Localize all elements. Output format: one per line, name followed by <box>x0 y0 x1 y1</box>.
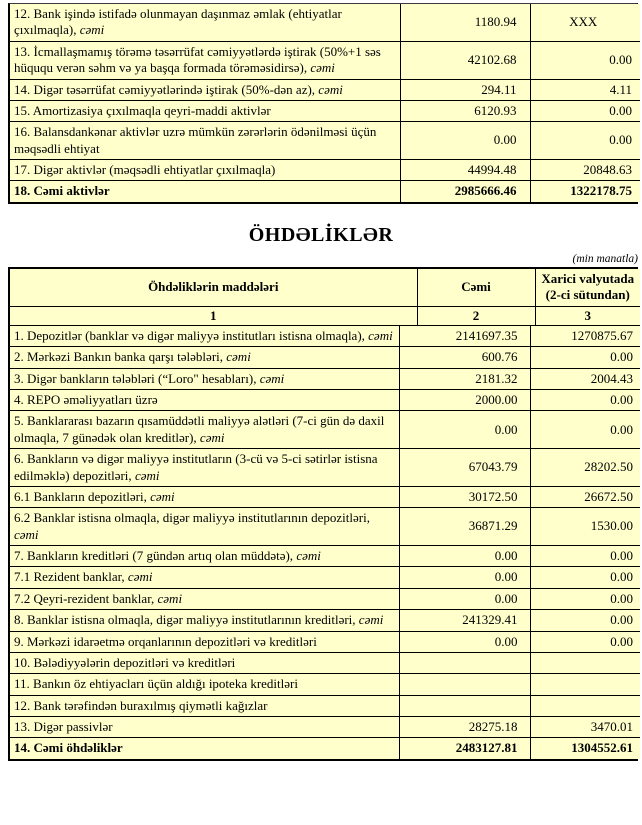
total-value-cell: 0.00 <box>399 411 530 449</box>
total-value-cell: 2181.32 <box>399 368 530 389</box>
column-index-3: 3 <box>535 306 640 325</box>
unit-note: (min manatla) <box>572 252 638 265</box>
total-value-cell: 0.00 <box>399 631 530 652</box>
column-index-1: 1 <box>10 306 417 325</box>
liabilities-header-table <box>10 269 640 326</box>
total-value-cell: 6120.93 <box>400 100 530 121</box>
foreign-currency-value-cell: 0.00 <box>530 567 640 588</box>
row-label-suffix-italic: cəmi <box>259 370 285 386</box>
row-label-suffix-italic: cəmi <box>310 60 335 76</box>
row-label-text: 12. Bank işində istifadə olunmayan daşınmaz əmlak (ehtiyatlar çıxılmaqla), <box>14 6 342 38</box>
total-value-cell <box>399 652 530 673</box>
row-label-text: 13. İcmallaşmamış törəmə təsərrüfat cəmiyyətlərdə iştirak (50%+1 səs hüququ verən səhm və ya başqa formada törəməsidirsə), <box>14 43 381 76</box>
row-label-suffix-italic: cəmi <box>226 349 251 365</box>
foreign-currency-value-cell: 26672.50 <box>530 486 640 507</box>
row-label-text: 11. Bankın öz ehtiyacları üçün aldığı ipoteka kreditləri <box>14 676 298 692</box>
row-label-cell <box>10 588 399 609</box>
row-label-cell <box>10 674 399 695</box>
row-label-suffix-italic: cəmi <box>134 467 160 483</box>
table-row <box>10 326 640 347</box>
foreign-currency-value-cell: 0.00 <box>530 546 640 567</box>
table-row <box>10 738 640 759</box>
row-label-suffix-italic: cəmi <box>296 548 321 563</box>
total-value-cell: 36871.29 <box>399 508 530 546</box>
foreign-currency-value-cell: 0.00 <box>530 588 640 609</box>
row-label-cell <box>10 368 399 389</box>
liabilities-table <box>10 326 640 759</box>
row-label-cell <box>10 486 399 507</box>
liabilities-header-row <box>10 269 640 306</box>
row-label-text: 6.2 Banklar istisna olmaqla, digər maliyyə institutlarının depozitləri, <box>14 510 370 526</box>
total-value-cell: 2483127.81 <box>399 738 530 759</box>
header-foreign-currency-label: Xarici valyutada (2-ci sütundan) <box>535 269 640 306</box>
row-label-suffix-italic: cəmi <box>150 488 175 504</box>
row-label-text: 6.1 Bankların depozitləri, <box>14 488 151 504</box>
table-row <box>10 631 640 652</box>
table-row <box>10 181 640 202</box>
row-label-text: 6. Bankların və digər maliyyə institutların (3-cü və 5-ci sətirlər istisna edilməklə) depozitləri, <box>14 451 378 483</box>
row-label-cell <box>10 610 399 631</box>
total-value-cell: 0.00 <box>399 546 530 567</box>
total-value-cell: 1180.94 <box>400 4 530 41</box>
total-value-cell: 294.11 <box>400 79 530 100</box>
row-label-cell <box>10 411 399 449</box>
row-label-suffix-italic: cəmi <box>318 81 343 97</box>
foreign-currency-value-cell: 1270875.67 <box>530 326 640 347</box>
row-label-cell <box>10 326 399 347</box>
foreign-currency-value-cell: 1304552.61 <box>530 738 640 759</box>
liabilities-table-frame <box>8 267 638 761</box>
table-row <box>10 100 640 121</box>
table-row <box>10 588 640 609</box>
table-row <box>10 122 640 160</box>
row-label-suffix-italic: cəmi <box>368 327 393 343</box>
total-value-cell: 2000.00 <box>399 390 530 411</box>
row-label-suffix-italic: cəmi <box>14 526 39 542</box>
table-row <box>10 567 640 588</box>
row-label-cell <box>10 390 399 411</box>
foreign-currency-value-cell: 0.00 <box>530 347 640 368</box>
row-label-cell <box>10 122 400 160</box>
table-row <box>10 508 640 546</box>
assets-table <box>10 4 640 202</box>
foreign-currency-value-cell: 28202.50 <box>530 449 640 487</box>
row-label-text: 14. Digər təsərrüfat cəmiyyətlərində iştirak (50%-dən az), <box>14 81 319 97</box>
row-label-text: 16. Balansdankənar aktivlər uzrə mümkün zərərlərin ödənilməsi üçün məqsədli ehtiyat <box>14 124 377 156</box>
total-value-cell: 0.00 <box>399 588 530 609</box>
liabilities-title: ÖHDƏLİKLƏR <box>248 223 394 246</box>
row-label-cell <box>10 631 399 652</box>
foreign-currency-value-cell: 0.00 <box>530 411 640 449</box>
foreign-currency-value-cell: 1530.00 <box>530 508 640 546</box>
foreign-currency-value-cell: 3470.01 <box>530 717 640 738</box>
row-label-cell <box>10 4 400 41</box>
total-value-cell: 241329.41 <box>399 610 530 631</box>
foreign-currency-value-cell: 4.11 <box>530 79 640 100</box>
table-row <box>10 652 640 673</box>
total-value-cell <box>399 674 530 695</box>
row-label-text: 8. Banklar istisna olmaqla, digər maliyyə institutlarının kreditləri, <box>14 612 359 628</box>
table-row <box>10 486 640 507</box>
row-label-text: 15. Amortizasiya çıxılmaqla qeyri-maddi aktivlər <box>14 102 271 118</box>
total-value-cell: 30172.50 <box>399 486 530 507</box>
row-label-cell <box>10 567 399 588</box>
assets-table-frame <box>8 3 638 204</box>
row-label-text: 2. Mərkəzi Bankın banka qarşı tələbləri, <box>14 349 227 365</box>
table-row <box>10 41 640 79</box>
row-label-cell <box>10 347 399 368</box>
row-label-text: 10. Bələdiyyələrin depozitləri və kreditləri <box>14 654 236 670</box>
row-label-cell <box>10 79 400 100</box>
column-index-row <box>10 306 640 325</box>
row-label-text: 7.2 Qeyri-rezident banklar, <box>14 590 158 606</box>
row-label-cell <box>10 100 400 121</box>
row-label-cell <box>10 546 399 567</box>
row-label-text: 13. Digər passivlər <box>14 719 113 734</box>
foreign-currency-value-cell: 1322178.75 <box>530 181 640 202</box>
row-label-text: 17. Digər aktivlər (məqsədli ehtiyatlar çıxılmaqla) <box>14 162 276 177</box>
total-value-cell: 2141697.35 <box>399 326 530 347</box>
total-value-cell: 67043.79 <box>399 449 530 487</box>
table-row <box>10 695 640 716</box>
row-label-text: 18. Cəmi aktivlər <box>14 183 110 199</box>
table-row <box>10 79 640 100</box>
foreign-currency-value-cell: 0.00 <box>530 631 640 652</box>
row-label-suffix-italic: cəmi <box>199 429 225 445</box>
row-label-cell <box>10 181 400 202</box>
table-row <box>10 368 640 389</box>
row-label-cell <box>10 41 400 79</box>
row-label-cell <box>10 695 399 716</box>
row-label-text: 9. Mərkəzi idarəetmə orqanlarının depozitləri və kreditləri <box>14 633 317 649</box>
row-label-cell <box>10 160 400 181</box>
row-label-text: 1. Depozitlər (banklar və digər maliyyə institutları istisna olmaqla), <box>14 327 369 343</box>
row-label-suffix-italic: cəmi <box>157 590 183 606</box>
row-label-text: 7. Bankların kreditləri (7 gündən artıq olan müddətə), <box>14 548 297 563</box>
table-row <box>10 390 640 411</box>
row-label-cell <box>10 508 399 546</box>
row-label-cell <box>10 717 399 738</box>
table-row <box>10 449 640 487</box>
header-total-label: Cəmi <box>417 269 535 306</box>
row-label-cell <box>10 652 399 673</box>
foreign-currency-value-cell: XXX <box>530 4 640 41</box>
row-label-cell <box>10 449 399 487</box>
total-value-cell: 28275.18 <box>399 717 530 738</box>
table-row <box>10 674 640 695</box>
total-value-cell: 2985666.46 <box>400 181 530 202</box>
row-label-text: 3. Digər bankların tələbləri (“Loro" hesabları), <box>14 370 260 386</box>
row-label-suffix-italic: cəmi <box>79 22 105 38</box>
row-label-text: 14. Cəmi öhdəliklər <box>14 740 123 756</box>
foreign-currency-value-cell <box>530 652 640 673</box>
row-label-text: 12. Bank tərəfindən buraxılmış qiymətli kağızlar <box>14 697 268 713</box>
table-row <box>10 411 640 449</box>
total-value-cell: 600.76 <box>399 347 530 368</box>
table-row <box>10 160 640 181</box>
row-label-text: 7.1 Rezident banklar, <box>14 569 128 585</box>
foreign-currency-value-cell: 20848.63 <box>530 160 640 181</box>
total-value-cell: 44994.48 <box>400 160 530 181</box>
total-value-cell <box>399 695 530 716</box>
foreign-currency-value-cell: 0.00 <box>530 41 640 79</box>
row-label-suffix-italic: cəmi <box>358 612 384 628</box>
table-row <box>10 610 640 631</box>
total-value-cell: 0.00 <box>400 122 530 160</box>
row-label-text: 5. Banklararası bazarın qısamüddətli maliyyə alətləri (7-ci gün də daxil olmaqla, 7 günədək olan kreditlər), <box>14 413 385 445</box>
table-row <box>10 717 640 738</box>
foreign-currency-value-cell: 0.00 <box>530 122 640 160</box>
row-label-text: 4. REPO əməliyyatları üzrə <box>14 392 158 407</box>
table-row <box>10 4 640 41</box>
total-value-cell: 42102.68 <box>400 41 530 79</box>
foreign-currency-value-cell: 0.00 <box>530 100 640 121</box>
foreign-currency-value-cell: 2004.43 <box>530 368 640 389</box>
table-row <box>10 546 640 567</box>
row-label-suffix-italic: cəmi <box>127 569 153 585</box>
row-label-cell <box>10 738 399 759</box>
foreign-currency-value-cell: 0.00 <box>530 390 640 411</box>
foreign-currency-value-cell <box>530 695 640 716</box>
total-value-cell: 0.00 <box>399 567 530 588</box>
foreign-currency-value-cell: 0.00 <box>530 610 640 631</box>
header-items-label: Öhdəliklərin maddələri <box>10 269 417 306</box>
column-index-2: 2 <box>417 306 535 325</box>
table-row <box>10 347 640 368</box>
foreign-currency-value-cell <box>530 674 640 695</box>
